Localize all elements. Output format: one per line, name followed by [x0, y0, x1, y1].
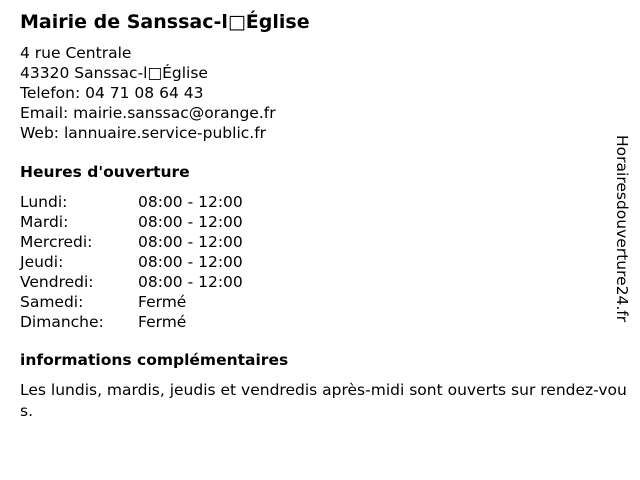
additional-info-text: Les lundis, mardis, jeudis et vendredis après-midi sont ouverts sur rendez-vous. — [20, 381, 627, 420]
hours-row-jeudi — [20, 252, 620, 272]
day-label: Vendredi: — [20, 273, 94, 291]
time-value: 08:00 - 12:00 — [138, 273, 243, 291]
hours-row-vendredi — [20, 272, 620, 292]
time-value: Fermé — [138, 313, 187, 331]
phone-number: Telefon: 04 71 08 64 43 — [20, 84, 204, 102]
time-value: 08:00 - 12:00 — [138, 233, 243, 251]
time-value: 08:00 - 12:00 — [138, 213, 243, 231]
page-title: Mairie de Sanssac-l□Église — [20, 11, 310, 33]
street-address: 4 rue Centrale — [20, 44, 132, 62]
additional-info-heading: informations complémentaires — [20, 351, 289, 369]
opening-hours-heading: Heures d'ouverture — [20, 163, 190, 181]
site-watermark — [612, 135, 632, 372]
hours-row-mercredi — [20, 232, 620, 252]
day-label: Jeudi: — [20, 253, 64, 271]
day-label: Mercredi: — [20, 233, 93, 251]
day-label: Dimanche: — [20, 313, 104, 331]
time-value: 08:00 - 12:00 — [138, 193, 243, 211]
hours-row-dimanche — [20, 312, 620, 332]
city-address: 43320 Sanssac-l□Église — [20, 64, 208, 82]
time-value: Fermé — [138, 293, 187, 311]
hours-row-mardi — [20, 212, 620, 232]
address-block — [20, 43, 620, 143]
opening-hours-table — [20, 192, 620, 332]
hours-row-samedi — [20, 292, 620, 312]
time-value: 08:00 - 12:00 — [138, 253, 243, 271]
email-address: Email: mairie.sanssac@orange.fr — [20, 104, 276, 122]
hours-row-lundi — [20, 192, 620, 212]
day-label: Mardi: — [20, 213, 69, 231]
day-label: Lundi: — [20, 193, 68, 211]
day-label: Samedi: — [20, 293, 84, 311]
watermark-text: Horairesdouverture24.fr — [613, 135, 631, 323]
website-address: Web: lannuaire.service-public.fr — [20, 124, 267, 142]
